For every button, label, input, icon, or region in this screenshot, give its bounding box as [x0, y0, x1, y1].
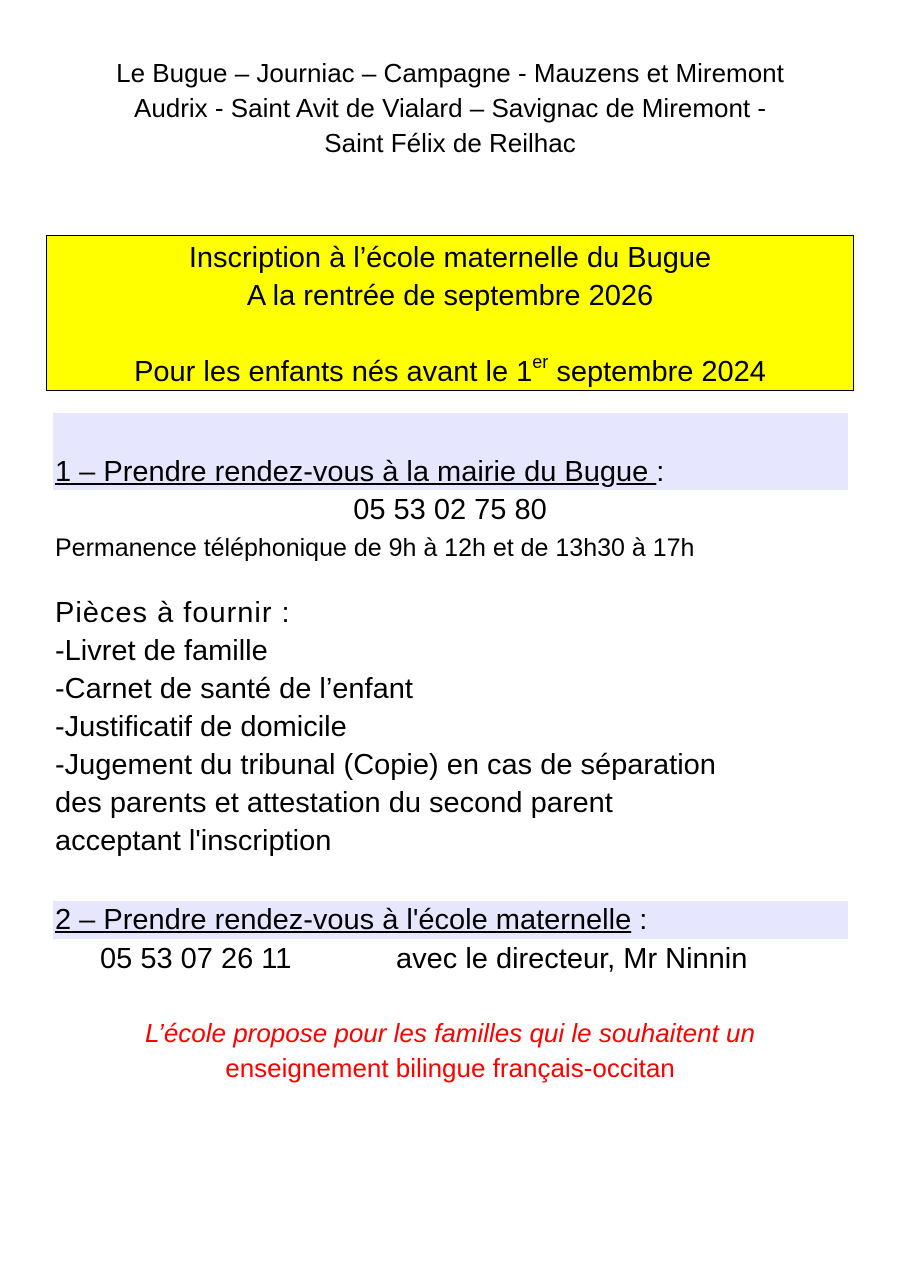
- ecole-phone: 05 53 07 26 11: [100, 943, 292, 975]
- director-name: avec le directeur, Mr Ninnin: [396, 943, 748, 975]
- mairie-phone: 05 53 02 75 80: [353, 494, 547, 526]
- banner-title: Inscription à l’école maternelle du Bugue: [188, 242, 712, 274]
- banner-rentree: A la rentrée de septembre 2026: [246, 280, 654, 312]
- permanence-hours: Permanence téléphonique de 9h à 12h et de 13h30 à 17h: [55, 534, 695, 562]
- banner-eligibility: [47, 353, 853, 391]
- pieces-title: Pièces à fournir :: [55, 597, 291, 629]
- eligibility-prefix: Pour les enfants nés avant le 1: [134, 356, 533, 388]
- list-item: des parents et attestation du second parent: [55, 787, 613, 819]
- list-item: -Justificatif de domicile: [55, 711, 347, 743]
- communes-line-3: Saint Félix de Reilhac: [324, 128, 576, 158]
- banner-spacer: [47, 315, 853, 353]
- eligibility-suffix: septembre 2024: [548, 356, 766, 388]
- bilingue-line-2: enseignement bilingue français-occitan: [225, 1053, 675, 1083]
- step2-label: 2 – Prendre rendez-vous à l'école maternelle: [55, 904, 632, 936]
- step1-colon: :: [656, 456, 665, 488]
- step1-label: 1 – Prendre rendez-vous à la mairie du Bugue: [55, 456, 657, 488]
- communes-line-1: Le Bugue – Journiac – Campagne - Mauzens et Miremont: [116, 58, 784, 88]
- communes-line-2: Audrix - Saint Avit de Vialard – Savignac de Miremont -: [133, 93, 767, 123]
- step2-colon: :: [631, 904, 648, 936]
- step2-heading: [55, 902, 647, 938]
- list-item: -Livret de famille: [55, 635, 268, 667]
- bilingue-line-1: L’école propose pour les familles qui le souhaitent un: [145, 1018, 755, 1048]
- communes-header: [0, 56, 900, 161]
- pieces-list: [55, 594, 716, 860]
- eligibility-superscript: er: [532, 352, 549, 373]
- list-item: acceptant l'inscription: [55, 825, 332, 857]
- step1-heading: [55, 454, 664, 490]
- inscription-banner: [46, 235, 854, 391]
- bilingue-notice: [0, 1016, 900, 1086]
- list-item: -Jugement du tribunal (Copie) en cas de séparation: [55, 749, 716, 781]
- list-item: -Carnet de santé de l’enfant: [55, 673, 413, 705]
